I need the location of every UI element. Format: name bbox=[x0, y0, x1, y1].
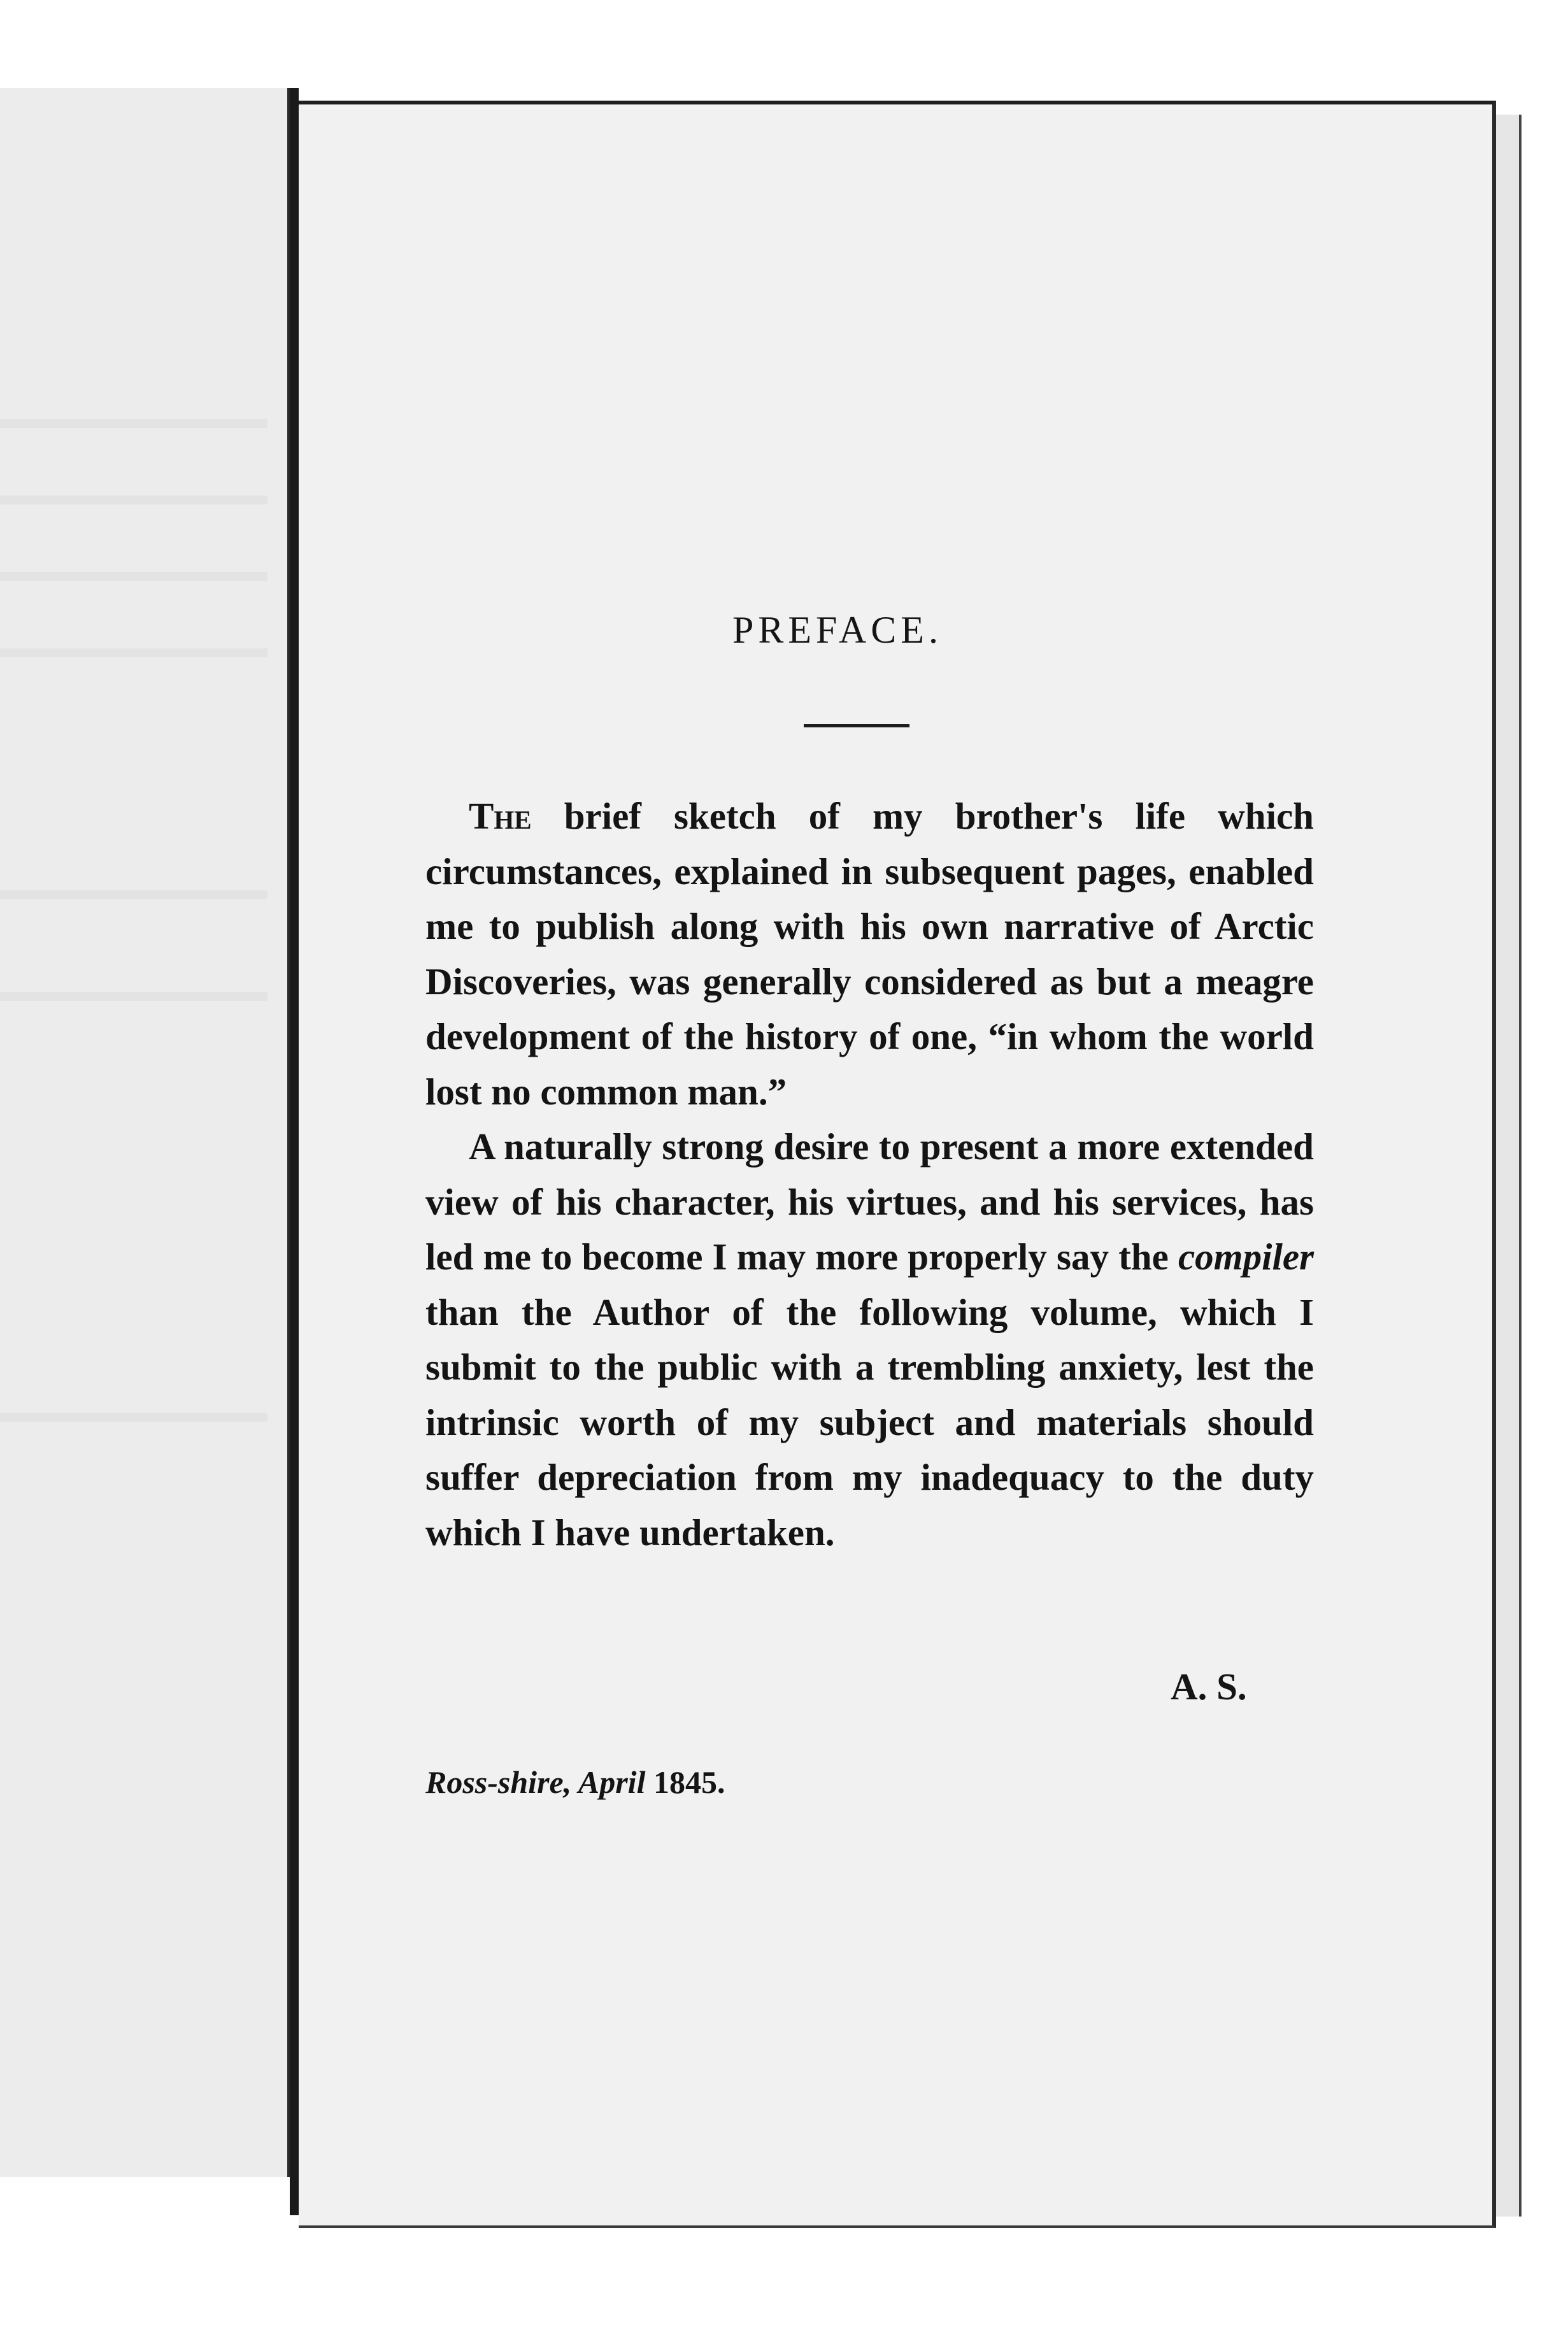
book-spine bbox=[290, 88, 299, 2215]
page-edge bbox=[1496, 115, 1522, 2217]
paragraph-text: A naturally strong desire to present a more extended view of his character, his virtues, and his services, has led me to become I may more properly say the bbox=[425, 1125, 1314, 1278]
paragraph-text: brief sketch of my brother's life which circumstances, explained in subsequent pages, enabled me to publish along with his own narrative of Arctic Discoveries, was generally considered as but a meagre development of the history of one, “in whom the world lost no common man.” bbox=[425, 795, 1314, 1113]
left-facing-page bbox=[0, 88, 290, 2177]
bleed-through-line bbox=[0, 992, 267, 1001]
dateline-place-month: Ross-shire, April bbox=[425, 1764, 646, 1800]
dateline-year: 1845. bbox=[653, 1764, 725, 1800]
paragraph-text: than the Author of the following volume, which I submit to the public with a trembling anxiety, lest the intrinsic worth of my subject and materials should suffer depreciation from my inadequacy to the duty which I have undertaken. bbox=[425, 1290, 1314, 1553]
title-rule bbox=[804, 724, 909, 727]
drop-lead-word: The bbox=[469, 795, 532, 837]
author-initials: A. S. bbox=[1171, 1666, 1247, 1708]
bleed-through-line bbox=[0, 419, 267, 428]
bleed-through-line bbox=[0, 1413, 267, 1422]
bleed-through-line bbox=[0, 496, 267, 504]
preface-body bbox=[425, 789, 1314, 1560]
bleed-through-line bbox=[0, 648, 267, 657]
emphasis-word: compiler bbox=[1178, 1236, 1314, 1278]
page-title: PREFACE. bbox=[732, 609, 943, 651]
bleed-through-line bbox=[0, 572, 267, 581]
bleed-through-line bbox=[0, 890, 267, 899]
dateline bbox=[425, 1764, 725, 1801]
paragraph-2 bbox=[425, 1119, 1314, 1560]
paragraph-1 bbox=[425, 789, 1314, 1119]
